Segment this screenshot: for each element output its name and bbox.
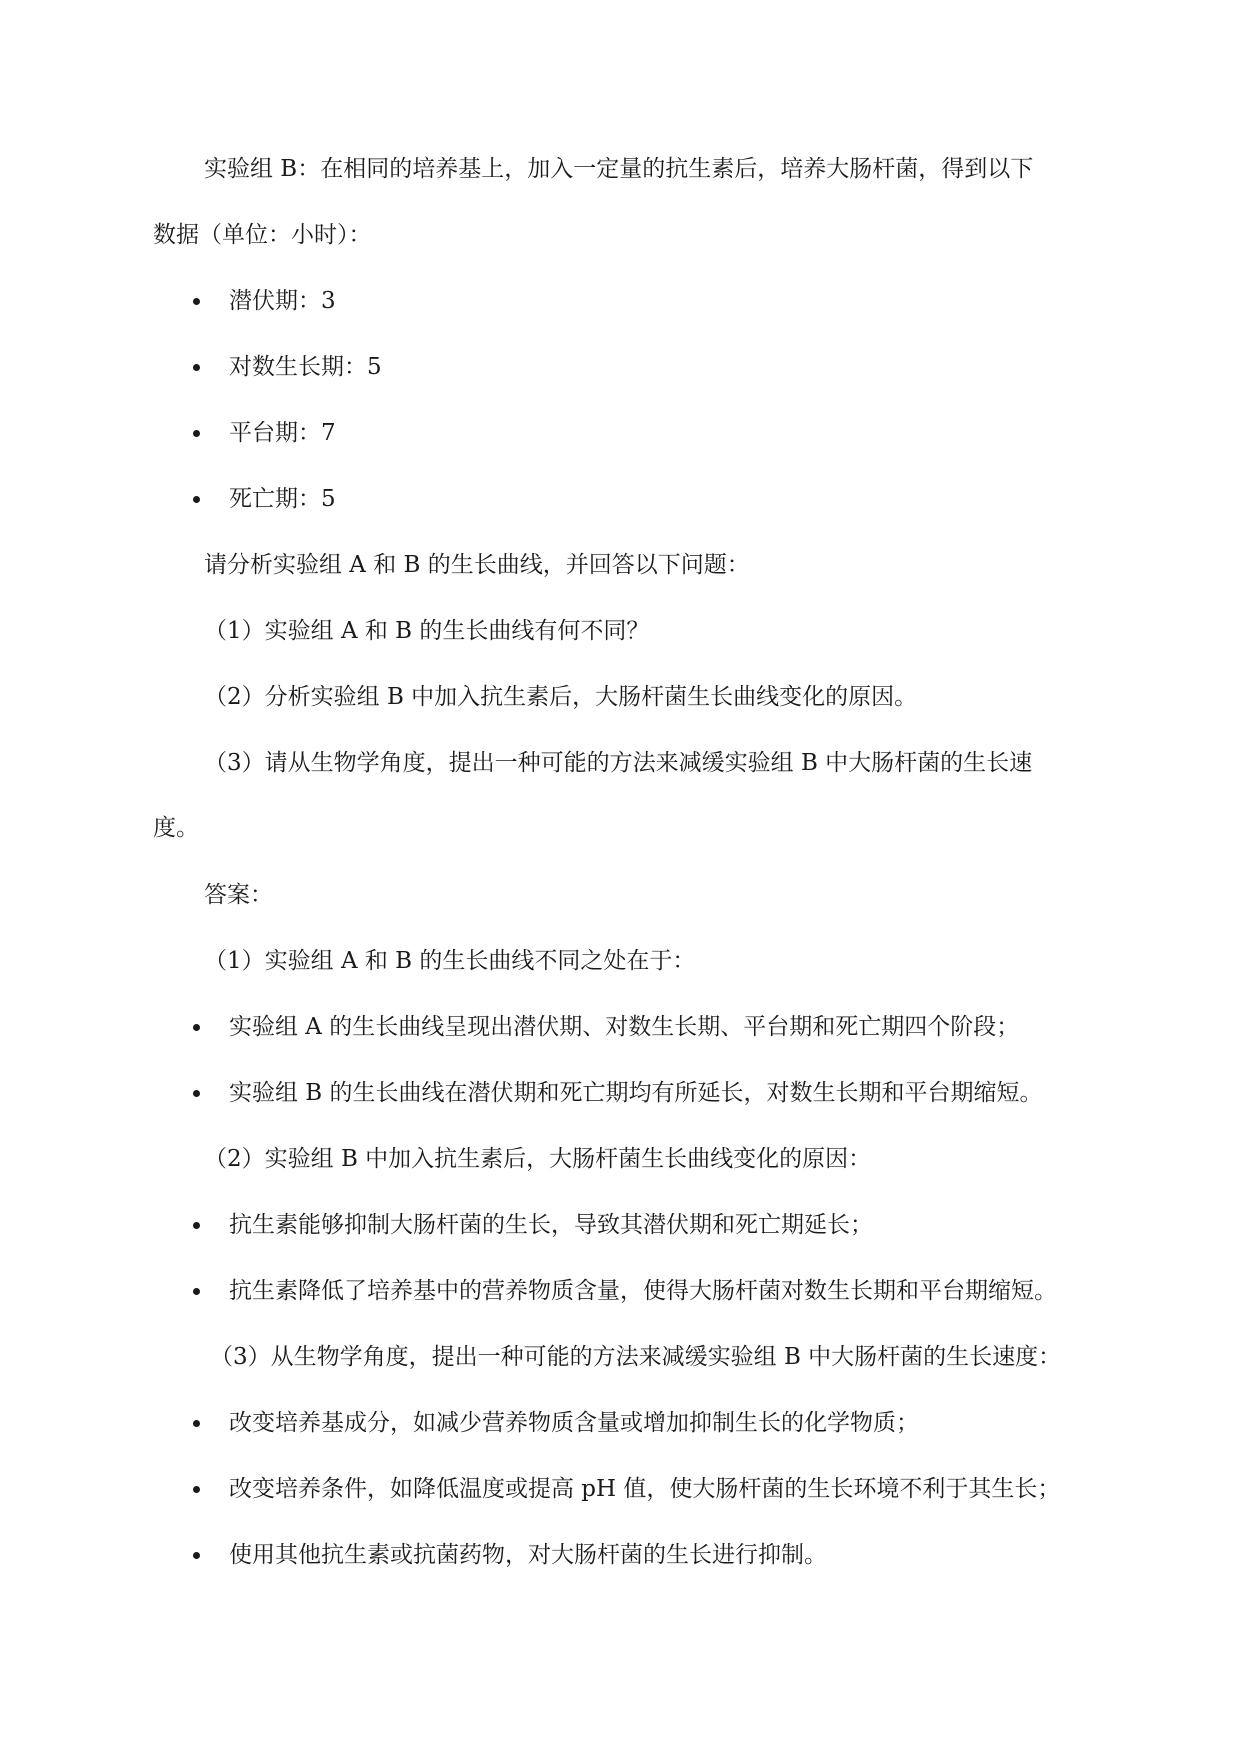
question-3-line-1: （3）请从生物学角度，提出一种可能的方法来减缓实验组 B 中大肠杆菌的生长速 — [204, 750, 1033, 776]
bullet-icon — [193, 364, 200, 371]
intro-line-1: 实验组 B：在相同的培养基上，加入一定量的抗生素后，培养大肠杆菌，得到以下 — [204, 156, 1034, 182]
list-item: 实验组 A 的生长曲线呈现出潜伏期、对数生长期、平台期和死亡期四个阶段； — [229, 1014, 1020, 1040]
bullet-icon — [193, 1222, 200, 1229]
list-item: 改变培养基成分，如减少营养物质含量或增加抑制生长的化学物质； — [229, 1410, 919, 1436]
answer-label: 答案： — [204, 882, 273, 908]
list-item: 潜伏期：3 — [229, 288, 336, 314]
bullet-icon — [193, 1288, 200, 1295]
list-item: 改变培养条件，如降低温度或提高 pH 值，使大肠杆菌的生长环境不利于其生长； — [229, 1476, 1061, 1502]
question-1: （1）实验组 A 和 B 的生长曲线有何不同？ — [204, 618, 650, 644]
bullet-icon — [193, 1552, 200, 1559]
list-item: 抗生素降低了培养基中的营养物质含量，使得大肠杆菌对数生长期和平台期缩短。 — [229, 1278, 1057, 1304]
list-item: 死亡期：5 — [229, 486, 336, 512]
list-item: 实验组 B 的生长曲线在潜伏期和死亡期均有所延长，对数生长期和平台期缩短。 — [229, 1080, 1043, 1106]
bullet-icon — [193, 1420, 200, 1427]
question-2: （2）分析实验组 B 中加入抗生素后，大肠杆菌生长曲线变化的原因。 — [204, 684, 918, 710]
list-item: 对数生长期：5 — [229, 354, 382, 380]
list-item: 平台期：7 — [229, 420, 336, 446]
intro-line-2: 数据（单位：小时）： — [153, 222, 372, 248]
list-item: 使用其他抗生素或抗菌药物，对大肠杆菌的生长进行抑制。 — [229, 1542, 827, 1568]
answer-2-heading: （2）实验组 B 中加入抗生素后，大肠杆菌生长曲线变化的原因： — [204, 1146, 872, 1172]
bullet-icon — [193, 1090, 200, 1097]
bullet-icon — [193, 1486, 200, 1493]
question-3-line-2: 度。 — [153, 815, 199, 841]
answer-3-heading: （3）从生物学角度，提出一种可能的方法来减缓实验组 B 中大肠杆菌的生长速度： — [210, 1344, 1062, 1370]
bullet-icon — [193, 1024, 200, 1031]
question-prompt: 请分析实验组 A 和 B 的生长曲线，并回答以下问题： — [204, 552, 750, 578]
list-item: 抗生素能够抑制大肠杆菌的生长，导致其潜伏期和死亡期延长； — [229, 1212, 873, 1238]
bullet-icon — [193, 496, 200, 503]
bullet-icon — [193, 430, 200, 437]
bullet-icon — [193, 298, 200, 305]
answer-1-heading: （1）实验组 A 和 B 的生长曲线不同之处在于： — [204, 948, 696, 974]
